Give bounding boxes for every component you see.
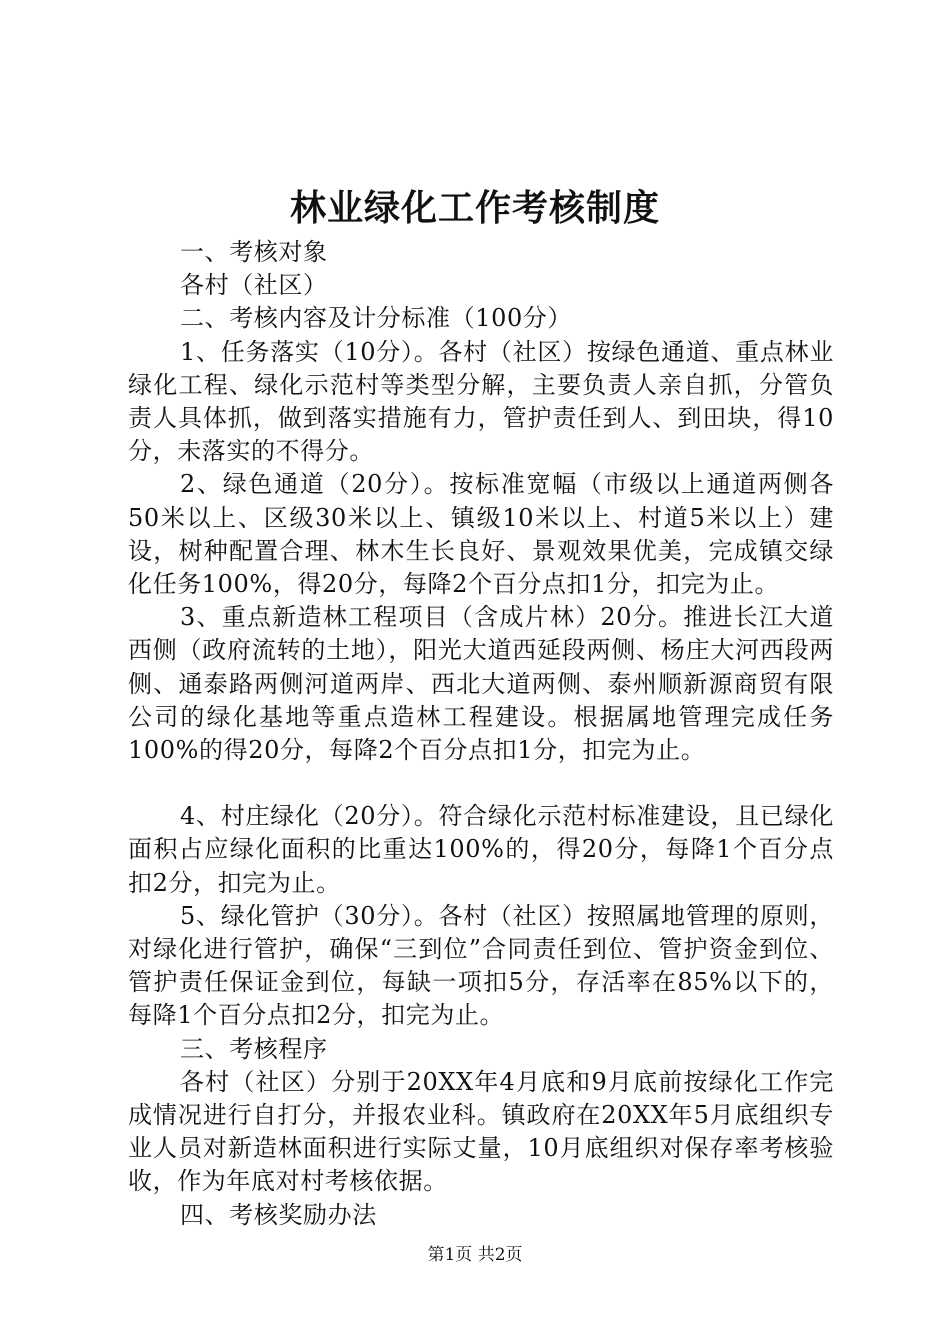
document-title: 林业绿化工作考核制度 <box>289 187 660 229</box>
paragraph-procedure: 各村（社区）分别于20XX年4月底和9月底前按绿化工作完成情况进行自打分，并报农业科。镇政府在20XX年5月底组织专业人员对新造林面积进行实际丈量，10月底组织对保存率考核验收，作为年底对村考核依据。 <box>128 1067 834 1196</box>
section-heading-4: 四、考核奖励办法 <box>180 1200 377 1229</box>
section-heading-2: 二、考核内容及计分标准（100分） <box>180 304 573 333</box>
paragraph-target: 各村（社区） <box>180 271 328 300</box>
paragraph-item-5: 5、绿化管护（30分）。各村（社区）按照属地管理的原则，对绿化进行管护，确保“三到位”合同责任到位、管护资金到位、管护责任保证金到位，每缺一项扣5分，存活率在85%以下的，每降1个百分点扣2分，扣完为止。 <box>128 901 834 1030</box>
section-heading-3: 三、考核程序 <box>180 1034 328 1063</box>
paragraph-item-1: 1、任务落实（10分）。各村（社区）按绿色通道、重点林业绿化工程、绿化示范村等类型分解，主要负责人亲自抓，分管负责人具体抓，做到落实措施有力，管护责任到人、到田块，得10分，未落实的不得分。 <box>128 337 834 466</box>
section-heading-1: 一、考核对象 <box>180 238 328 266</box>
paragraph-item-4: 4、村庄绿化（20分）。符合绿化示范村标准建设，且已绿化面积占应绿化面积的比重达100%的，得20分，每降1个百分点扣2分，扣完为止。 <box>128 802 834 897</box>
paragraph-item-2: 2、绿色通道（20分）。按标准宽幅（市级以上通道两侧各50米以上、区级30米以上、镇级10米以上、村道5米以上）建设，树种配置合理、林木生长良好、景观效果优美，完成镇交绿化任务100%，得20分，每降2个百分点扣1分，扣完为止。 <box>128 470 834 599</box>
paragraph-item-3: 3、重点新造林工程项目（含成片林）20分。推进长江大道西侧（政府流转的土地），阳光大道西延段两侧、杨庄大河西段两侧、通泰路两侧河道两岸、西北大道两侧、泰州顺新源商贸有限公司的绿化基地等重点造林工程建设。根据属地管理完成任务100%的得20分，每降2个百分点扣1分，扣完为止。 <box>128 603 834 765</box>
page-footer: 第1页 共2页 <box>427 1245 523 1265</box>
document-body <box>128 236 834 1232</box>
